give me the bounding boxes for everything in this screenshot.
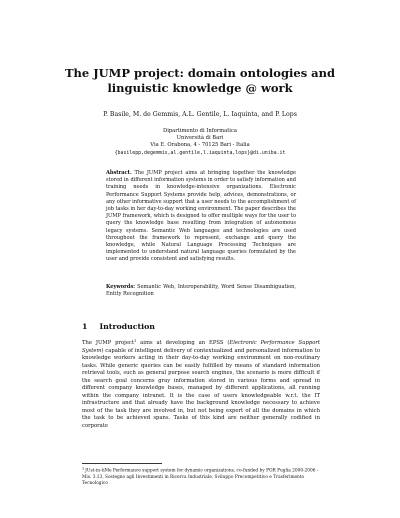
affiliation-emails: {basilepp,degemmis,al.gentile,l.iaquinta,lops}@di.uniba.it xyxy=(114,149,286,156)
intro-text-c: ) capable of intelligent delivery of contextualized and personalized information to knowledge workers acting in their day-to-day working environment on non-routinary tasks. While generic queries can be easily fulfilled by means of standard information retrieval tools, such as general purpose search engines, the scenario is more difficult if the search goal concerns gray information stored in various forms and spread in different company knowledge bases, managed by different applications, all running within the company intranet. It is the case of users knowledgeable w.r.t. the IT infrastructure and that already have the background knowledge necessary to achieve most of the task they are involved in, but not being expert of all the domains in which the task to be achieved spans. Tasks of this kind are neither generally codified in corporate xyxy=(82,347,320,430)
abstract-text: The JUMP project aims at bringing together the knowledge stored in different information systems in order to satisfy information and training needs in knowledge-intensive organizations. Electronic Performance Support Systems provide help, advices, demonstrations, or any other informative support that a user needs to the accomplishment of job tasks in her day-to-day working environment. The paper describes the JUMP framework, which is designed to offer multiple ways for the user to query the knowledge base resulting from integration of autonomous legacy systems. Semantic Web languages and technologies are used throughout the framework to represent, exchange and query the knowledge, while Natural Language Processing Techniques are implemented to understand natural language queries formulated by the user and provide consistent and satisfying results. xyxy=(106,170,296,263)
footnote-number: 1 xyxy=(82,467,85,471)
intro-text-b: aims at developing an EPSS ( xyxy=(136,340,230,346)
footnote-text: JUst-in-tiMe Performance support system for dynamic organizations, co-funded by POR Puglia 2000-2006 - Mis. 3.13, Sostegno agli Investimenti in Ricerca Industriale, Sviluppo Precompetitivo e Trasferimento Tecnologico xyxy=(82,468,319,486)
title-line-2: linguistic knowledge @ work xyxy=(107,81,293,95)
footnote xyxy=(82,466,320,487)
intro-emphasis: Electronic Performance Support System xyxy=(82,340,320,354)
affiliation-department: Dipartimento di Informatica xyxy=(163,128,237,134)
intro-paragraph xyxy=(82,340,320,431)
footnote-divider xyxy=(82,463,162,464)
affiliation-university: Università di Bari xyxy=(176,135,224,142)
keywords-block xyxy=(106,284,296,298)
paper-title xyxy=(60,66,340,96)
author-list: P. Basile, M. de Gemmis, A.L. Gentile, L. Iaquinta, and P. Lops xyxy=(103,111,297,118)
intro-text-a: The JUMP project xyxy=(82,340,134,346)
abstract-label: Abstract. xyxy=(106,170,132,176)
keywords-label: Keywords: xyxy=(106,284,136,290)
footnote-ref: 1 xyxy=(133,339,137,343)
keywords-text: Semantic Web, Interoperability, Word Sense Disambiguation, Entity Recognition xyxy=(106,284,296,298)
section-title: Introduction xyxy=(99,322,155,331)
title-line-1: The JUMP project: domain ontologies and xyxy=(64,66,336,80)
affiliation-address: Via E. Orabona, 4 - 70125 Bari - Italia xyxy=(150,142,250,149)
affiliation-block xyxy=(40,128,360,157)
abstract-block xyxy=(106,170,296,264)
section-heading xyxy=(82,322,155,331)
section-number: 1 xyxy=(82,322,88,331)
